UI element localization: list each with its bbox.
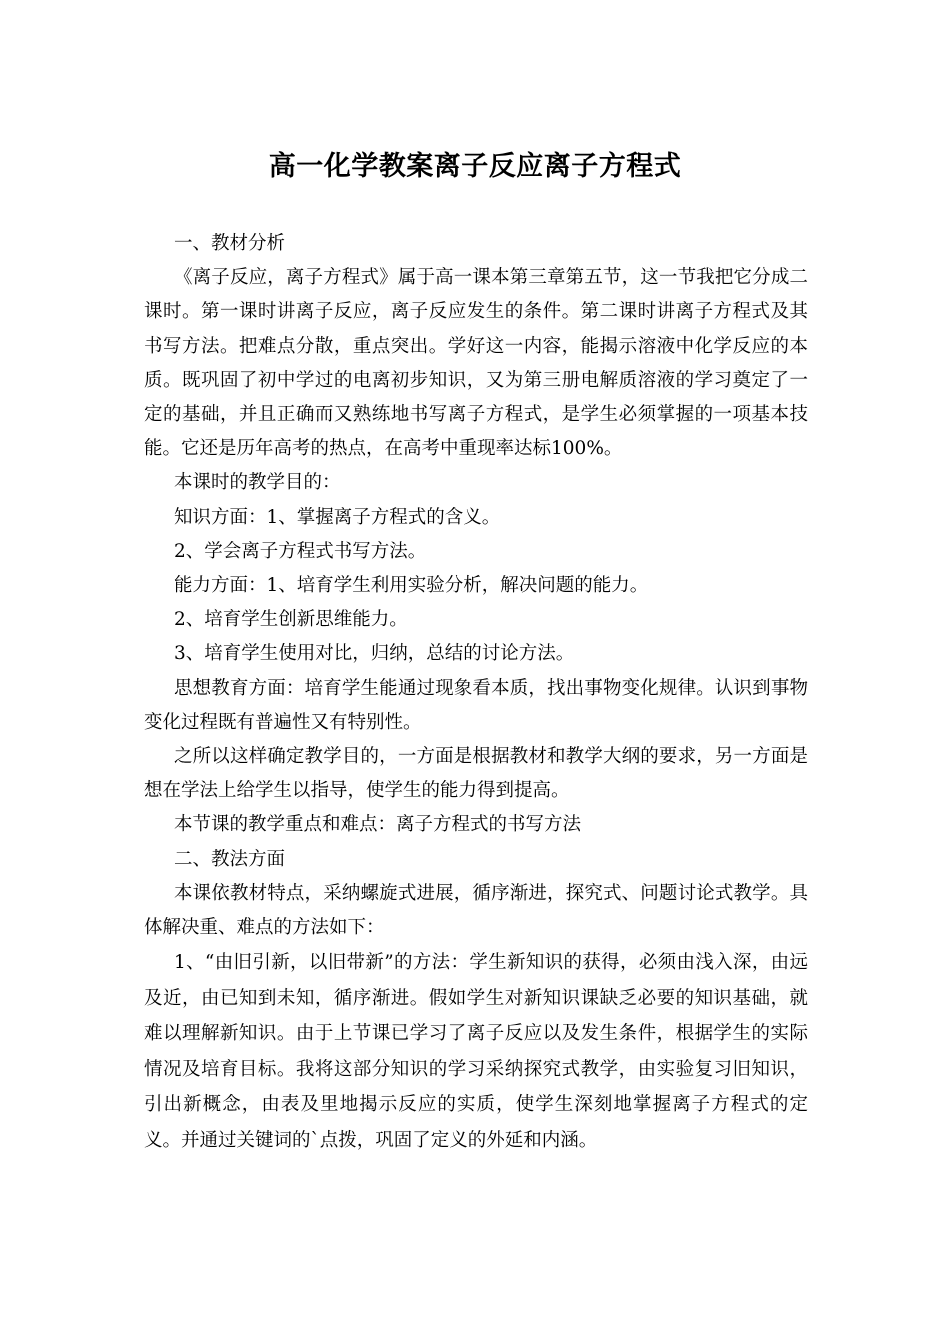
paragraph-ability-goal-2: 2、培育学生创新思维能力。 [174, 609, 408, 631]
document-body [144, 227, 808, 1158]
paragraph-teaching-goals-heading: 本课时的教学目的： [174, 472, 341, 494]
paragraph-ideological-goal: 思想教育方面：培育学生能通过现象看本质，找出事物变化规律。认识到事物变化过程既有普遍性又有特别性。 [144, 677, 808, 733]
section-heading-teaching-method: 二、教法方面 [174, 848, 286, 870]
paragraph-knowledge-goal-1: 知识方面：1、掌握离子方程式的含义。 [174, 506, 501, 528]
paragraph-method-1: 1、“由旧引新，以旧带新”的方法：学生新知识的获得，必须由浅入深，由远及近，由已知到未知，循序渐进。假如学生对新知识课缺乏必要的知识基础，就难以理解新知识。由于上节课已学习了离子反应以及发生条件，根据学生的实际情况及培育目标。我将这部分知识的学习采纳探究式教学，由实验复习旧知识，引出新概念，由表及里地揭示反应的实质，使学生深刻地掌握离子方程式的定义。并通过关键词的`点拨，巩固了定义的外延和内涵。 [144, 952, 808, 1151]
paragraph-key-points: 本节课的教学重点和难点：离子方程式的书写方法 [174, 814, 582, 836]
paragraph-textbook-analysis: 《离子反应，离子方程式》属于高一课本第三章第五节，这一节我把它分成二课时。第一课时讲离子反应，离子反应发生的条件。第二课时讲离子方程式及其书写方法。把难点分散，重点突出。学好这一内容，能揭示溶液中化学反应的本质。既巩固了初中学过的电离初步知识，又为第三册电解质溶液的学习奠定了一定的基础，并且正确而又熟练地书写离子方程式，是学生必须掌握的一项基本技能。它还是历年高考的热点，在高考中重现率达标100%。 [144, 267, 808, 460]
document-title: 高一化学教案离子反应离子方程式 [268, 151, 682, 182]
paragraph-teaching-method: 本课依教材特点，采纳螺旋式进展，循序渐进，探究式、问题讨论式教学。具体解决重、难点的方法如下： [144, 882, 808, 939]
paragraph-goal-rationale: 之所以这样确定教学目的，一方面是根据教材和教学大纲的要求，另一方面是想在学法上给学生以指导，使学生的能力得到提高。 [144, 746, 808, 802]
paragraph-knowledge-goal-2: 2、学会离子方程式书写方法。 [174, 540, 427, 562]
section-heading-textbook-analysis: 一、教材分析 [174, 233, 286, 254]
paragraph-ability-goal-1: 能力方面：1、培育学生利用实验分析，解决问题的能力。 [174, 575, 649, 597]
paragraph-ability-goal-3: 3、培育学生使用对比，归纳，总结的讨论方法。 [174, 643, 575, 665]
